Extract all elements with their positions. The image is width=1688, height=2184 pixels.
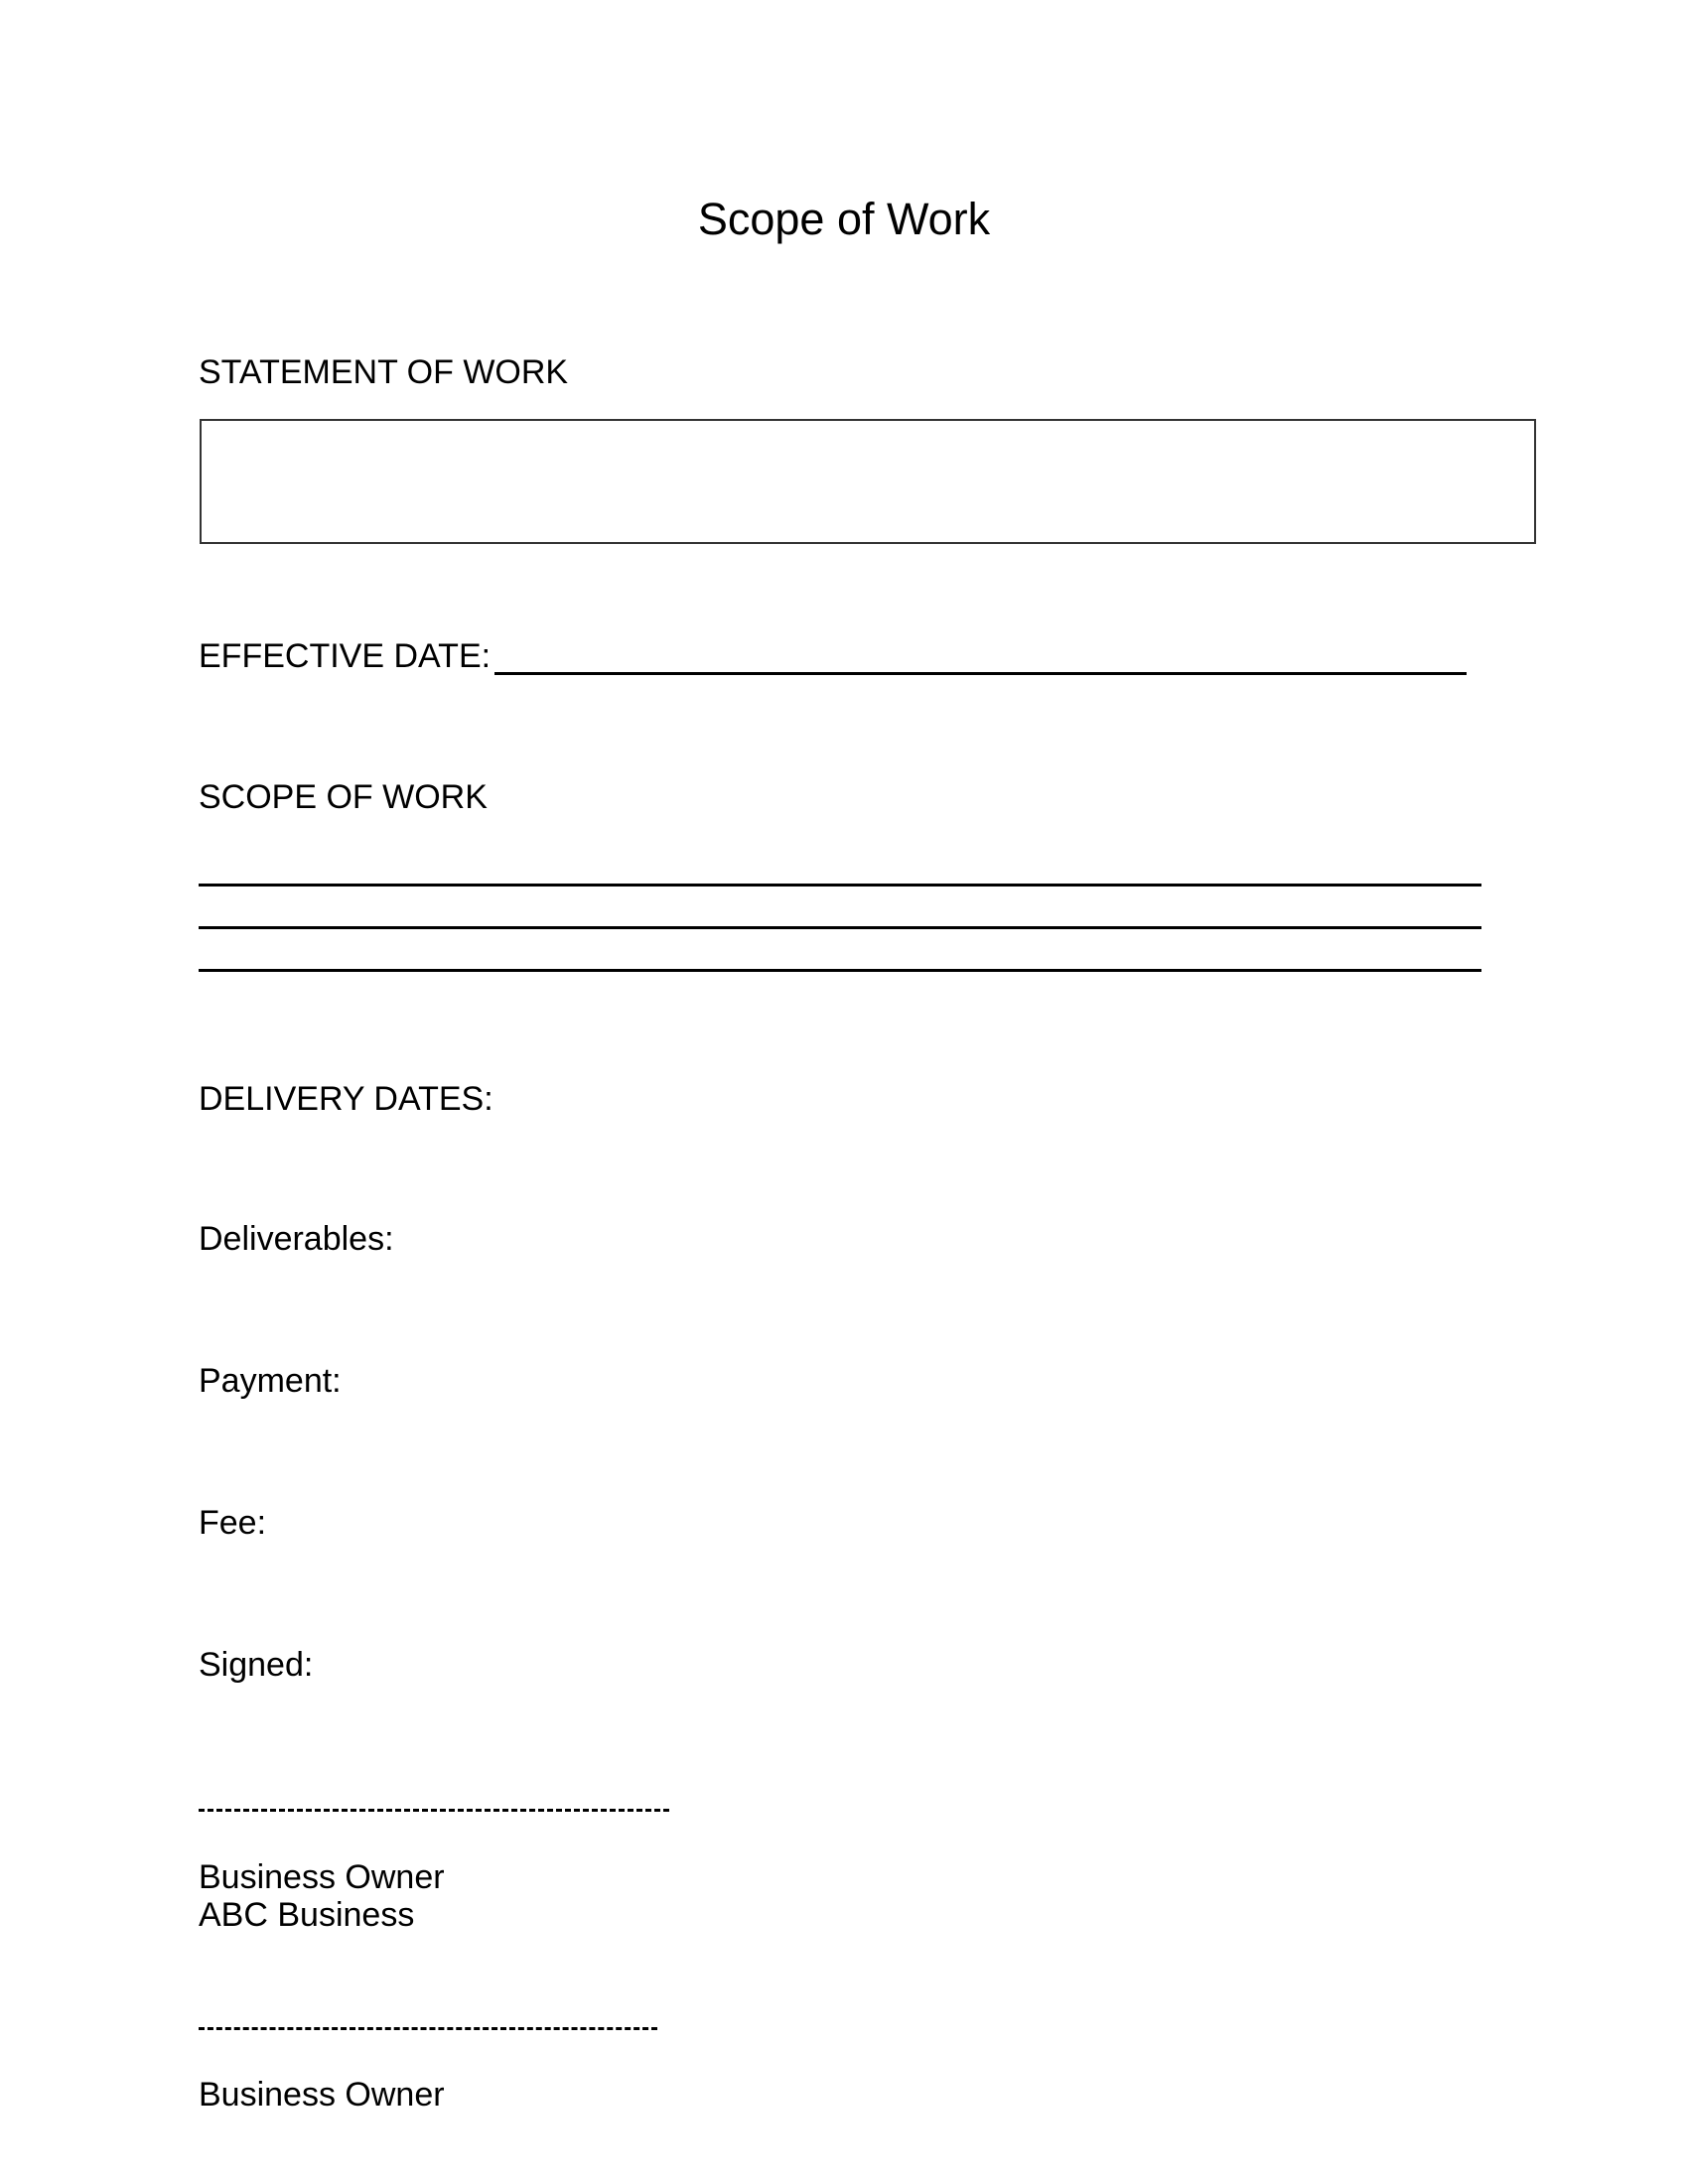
- scope-line-2[interactable]: [199, 926, 1481, 929]
- scope-of-work-label: SCOPE OF WORK: [199, 778, 488, 816]
- effective-date-label: EFFECTIVE DATE:: [199, 637, 492, 675]
- delivery-dates-label: DELIVERY DATES:: [199, 1080, 493, 1118]
- effective-date-line[interactable]: [494, 672, 1467, 675]
- payment-label: Payment:: [199, 1362, 342, 1400]
- signed-label: Signed:: [199, 1646, 314, 1684]
- deliverables-label: Deliverables:: [199, 1220, 394, 1258]
- fee-label: Fee:: [199, 1504, 267, 1542]
- signatory-2-role: Business Owner: [199, 2076, 445, 2114]
- page-title: Scope of Work: [697, 194, 991, 244]
- signatory-1-role: Business Owner: [199, 1858, 445, 1896]
- statement-of-work-box[interactable]: [200, 419, 1536, 544]
- signature-line-2[interactable]: [199, 2027, 657, 2030]
- signature-line-1[interactable]: [199, 1809, 669, 1812]
- scope-line-3[interactable]: [199, 969, 1481, 972]
- signatory-1-company: ABC Business: [199, 1896, 415, 1934]
- statement-of-work-label: STATEMENT OF WORK: [199, 353, 569, 391]
- scope-line-1[interactable]: [199, 884, 1481, 887]
